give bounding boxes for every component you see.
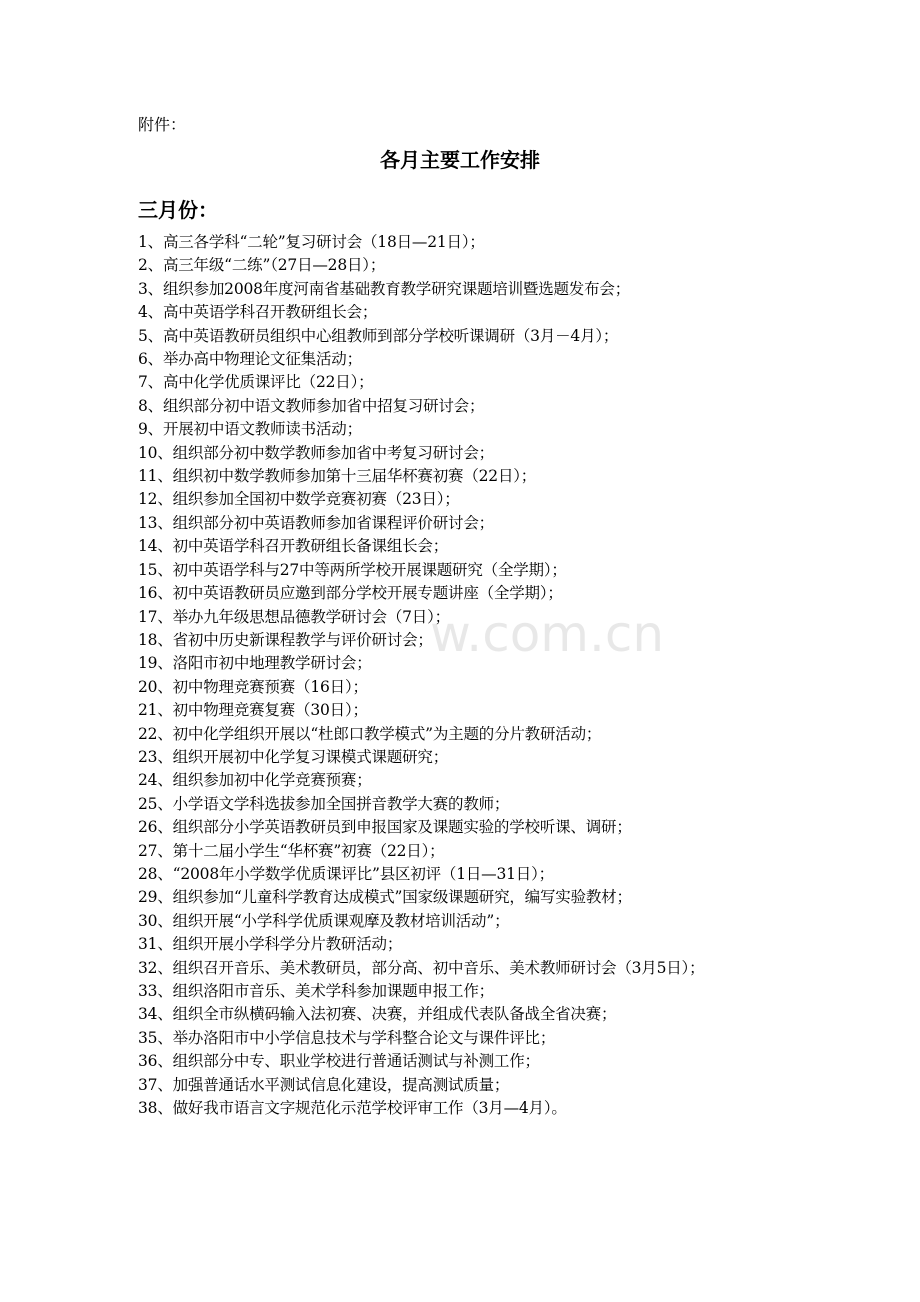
list-item: 20、初中物理竞赛预赛（16日）； — [138, 677, 368, 696]
section-heading-march: 三月份： — [138, 198, 218, 222]
work-item-list — [138, 231, 788, 1120]
list-item: 31、组织开展小学科学分片教研活动； — [138, 935, 403, 954]
list-item: 38、做好我市语言文字规范化示范学校评审工作（3月—4月）。 — [138, 1099, 567, 1118]
list-item: 5、高中英语教研员组织中心组教师到部分学校听课调研（3月－4月）； — [138, 326, 619, 345]
list-item: 27、第十二届小学生“华杯赛”初赛（22日）； — [138, 841, 445, 860]
list-item: 21、初中物理竞赛复赛（30日）； — [138, 701, 368, 720]
attachment-label: 附件： — [138, 115, 187, 134]
list-item: 23、组织开展初中化学复习课模式课题研究； — [138, 747, 449, 766]
list-item: 11、组织初中数学教师参加第十三届华杯赛初赛（22日）； — [138, 467, 537, 486]
list-item: 3、组织参加2008年度河南省基础教育教学研究课题培训暨选题发布会； — [138, 279, 631, 298]
watermark: w.com.cn — [430, 605, 665, 663]
list-item: 6、举办高中物理论文征集活动； — [138, 350, 362, 369]
list-item: 18、省初中历史新课程教学与评价研讨会； — [138, 630, 433, 649]
list-item: 36、组织部分中专、职业学校进行普通话测试与补测工作； — [138, 1052, 540, 1071]
list-item: 8、组织部分初中语文教师参加省中招复习研讨会； — [138, 396, 485, 415]
list-item: 15、初中英语学科与27中等两所学校开展课题研究（全学期）； — [138, 560, 567, 579]
list-item: 37、加强普通话水平测试信息化建设，提高测试质量； — [138, 1075, 510, 1094]
list-item: 9、开展初中语文教师读书活动； — [138, 420, 362, 439]
list-item: 7、高中化学优质课评比（22日）； — [138, 373, 374, 392]
list-item: 2、高三年级“二练”（27日—28日）； — [138, 256, 386, 275]
list-item: 22、初中化学组织开展以“杜郎口教学模式”为主题的分片教研活动； — [138, 724, 602, 743]
list-item: 34、组织全市纵横码输入法初赛、决赛，并组成代表队备战全省决赛； — [138, 1005, 617, 1024]
list-item: 33、组织洛阳市音乐、美术学科参加课题申报工作； — [138, 982, 494, 1000]
list-item: 17、举办九年级思想品德教学研讨会（7日）； — [138, 607, 450, 626]
list-item: 1、高三各学科“二轮”复习研讨会（18日—21日）； — [138, 233, 485, 251]
list-item: 26、组织部分小学英语教研员到申报国家及课题实验的学校听课、调研； — [138, 818, 632, 837]
list-item: 16、初中英语教研员应邀到部分学校开展专题讲座（全学期）； — [138, 584, 563, 603]
list-item: 24、组织参加初中化学竞赛预赛； — [138, 771, 372, 790]
list-item: 10、组织部分初中数学教师参加省中考复习研讨会； — [138, 443, 494, 462]
document-title: 各月主要工作安排 — [380, 148, 540, 172]
list-item: 32、组织召开音乐、美术教研员，部分高、初中音乐、美术教师研讨会（3月5日）； — [138, 958, 705, 977]
list-item: 35、举办洛阳市中小学信息技术与学科整合论文与课件评比； — [138, 1028, 556, 1047]
list-item: 28、“2008年小学数学优质课评比”县区初评（1日—31日）； — [138, 864, 554, 883]
list-item: 14、初中英语学科召开教研组长备课组长会； — [138, 537, 449, 556]
list-item: 12、组织参加全国初中数学竞赛初赛（23日）； — [138, 490, 460, 509]
list-item: 19、洛阳市初中地理教学研讨会； — [138, 654, 372, 673]
list-item: 30、组织开展“小学科学优质课观摩及教材培训活动”； — [138, 911, 510, 930]
list-item: 4、高中英语学科召开教研组长会； — [138, 303, 378, 322]
list-item: 13、组织部分初中英语教师参加省课程评价研讨会； — [138, 513, 494, 532]
list-item: 25、小学语文学科选拔参加全国拼音教学大赛的教师； — [138, 794, 510, 813]
list-item: 29、组织参加“儿童科学教育达成模式”国家级课题研究，编写实验教材； — [138, 888, 632, 907]
